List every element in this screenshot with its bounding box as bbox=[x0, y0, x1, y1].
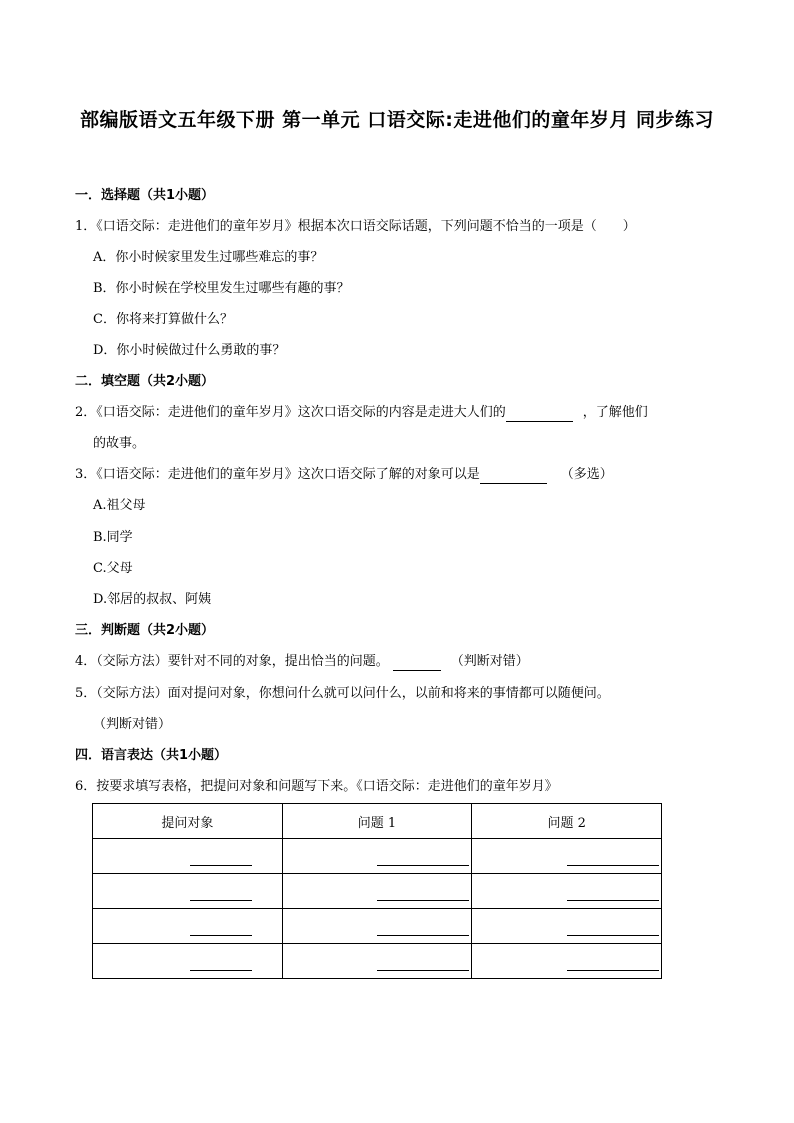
answer-cell[interactable] bbox=[93, 874, 283, 909]
question-1-option-a: A．你小时候家里发生过哪些难忘的事？ bbox=[93, 250, 324, 265]
answer-blank bbox=[377, 900, 469, 901]
question-4-text: 4．（交际方法）要针对不同的对象，提出恰当的问题。 bbox=[75, 654, 389, 669]
question-4-judge-note: （判断对错） bbox=[450, 654, 529, 669]
question-3-option-c: C.父母 bbox=[93, 561, 133, 576]
question-3-blank[interactable] bbox=[480, 469, 547, 484]
answer-blank bbox=[377, 935, 469, 936]
section-judge-heading: 三．判断题（共2小题） bbox=[75, 623, 215, 638]
question-4-blank[interactable] bbox=[393, 656, 441, 671]
answer-table bbox=[92, 803, 662, 979]
question-3-option-b: B.同学 bbox=[93, 530, 133, 545]
answer-cell[interactable] bbox=[472, 944, 662, 979]
table-header-cell: 问题 2 bbox=[472, 804, 662, 839]
question-5-text: 5．（交际方法）面对提问对象，你想问什么就可以问什么，以前和将来的事情都可以随便问。 bbox=[75, 686, 610, 701]
answer-cell[interactable] bbox=[282, 909, 472, 944]
table-row bbox=[93, 944, 662, 979]
answer-cell[interactable] bbox=[282, 944, 472, 979]
question-3-multi-select: （多选） bbox=[560, 467, 613, 482]
answer-blank bbox=[190, 935, 252, 936]
answer-blank bbox=[567, 900, 659, 901]
question-2-text: 2．《口语交际：走进他们的童年岁月》这次口语交际的内容是走进大人们的 bbox=[75, 405, 506, 420]
answer-blank bbox=[190, 865, 252, 866]
question-5-judge-note: （判断对错） bbox=[93, 717, 172, 732]
question-1-option-d: D．你小时候做过什么勇敢的事？ bbox=[93, 343, 286, 358]
answer-cell[interactable] bbox=[93, 839, 283, 874]
answer-blank bbox=[190, 970, 252, 971]
answer-blank bbox=[190, 900, 252, 901]
table-header-cell: 问题 1 bbox=[282, 804, 472, 839]
answer-blank bbox=[567, 935, 659, 936]
table-row bbox=[93, 839, 662, 874]
question-3-line bbox=[75, 466, 613, 484]
question-2-blank[interactable] bbox=[506, 407, 573, 422]
question-2-line bbox=[75, 404, 648, 422]
answer-cell[interactable] bbox=[93, 944, 283, 979]
answer-cell[interactable] bbox=[282, 874, 472, 909]
answer-cell[interactable] bbox=[93, 909, 283, 944]
table-header-row bbox=[93, 804, 662, 839]
question-2-text-end: ，了解他们 bbox=[582, 405, 648, 420]
question-1-stem: 1．《口语交际：走进他们的童年岁月》根据本次口语交际话题，下列问题不恰当的一项是（ ） bbox=[75, 219, 636, 234]
table-header-cell: 提问对象 bbox=[93, 804, 283, 839]
section-choice-heading: 一．选择题（共1小题） bbox=[75, 188, 215, 203]
table-row bbox=[93, 874, 662, 909]
answer-blank bbox=[567, 970, 659, 971]
answer-blank bbox=[567, 865, 659, 866]
page-title: 部编版语文五年级下册 第一单元 口语交际:走进他们的童年岁月 同步练习 bbox=[80, 109, 714, 131]
answer-cell[interactable] bbox=[472, 839, 662, 874]
section-expression-heading: 四．语言表达（共1小题） bbox=[75, 748, 228, 763]
section-fill-heading: 二．填空题（共2小题） bbox=[75, 374, 215, 389]
table-row bbox=[93, 909, 662, 944]
question-3-text: 3．《口语交际：走进他们的童年岁月》这次口语交际了解的对象可以是 bbox=[75, 467, 480, 482]
answer-cell[interactable] bbox=[282, 839, 472, 874]
question-4-line bbox=[75, 653, 529, 671]
question-3-option-d: D.邻居的叔叔、阿姨 bbox=[93, 592, 212, 607]
question-1-option-b: B．你小时候在学校里发生过哪些有趣的事？ bbox=[93, 281, 350, 296]
question-3-option-a: A.祖父母 bbox=[93, 498, 146, 513]
question-2-continuation: 的故事。 bbox=[93, 436, 146, 451]
answer-cell[interactable] bbox=[472, 874, 662, 909]
question-6-stem: 6．按要求填写表格，把提问对象和问题写下来。《口语交际：走进他们的童年岁月》 bbox=[75, 779, 558, 794]
answer-blank bbox=[377, 970, 469, 971]
question-1-option-c: C．你将来打算做什么？ bbox=[93, 312, 233, 327]
answer-cell[interactable] bbox=[472, 909, 662, 944]
answer-blank bbox=[377, 865, 469, 866]
